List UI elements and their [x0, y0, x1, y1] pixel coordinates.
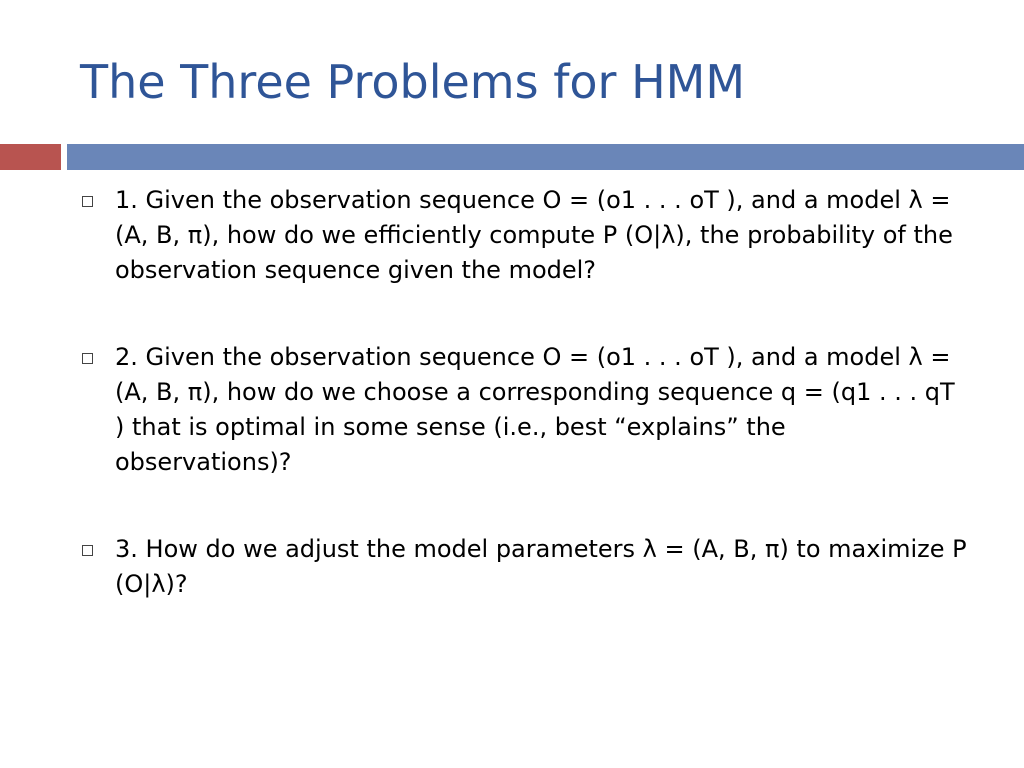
title-divider-accent-left: [0, 144, 61, 170]
bullet-list: [80, 183, 980, 654]
bullet-text: 2. Given the observation sequence O = (o1 . . . oT ), and a model λ = (A, B, π), how do we choose a corresponding sequence q = (q1 . . . qT ) that is optimal in some sense (i.e., best “explains” the observations)?: [115, 343, 955, 476]
bullet-text: 3. How do we adjust the model parameters λ = (A, B, π) to maximize P (O|λ)?: [115, 535, 967, 598]
bullet-item-3: [80, 532, 980, 602]
slide-title: The Three Problems for HMM: [80, 55, 746, 109]
title-divider-accent-right: [67, 144, 1024, 170]
hollow-square-icon: [82, 196, 93, 207]
bullet-item-1: [80, 183, 980, 288]
bullet-item-2: [80, 340, 980, 480]
hollow-square-icon: [82, 545, 93, 556]
bullet-text: 1. Given the observation sequence O = (o1 . . . oT ), and a model λ = (A, B, π), how do we eﬃciently compute P (O|λ), the probability of the observation sequence given the model?: [115, 186, 953, 284]
hollow-square-icon: [82, 353, 93, 364]
